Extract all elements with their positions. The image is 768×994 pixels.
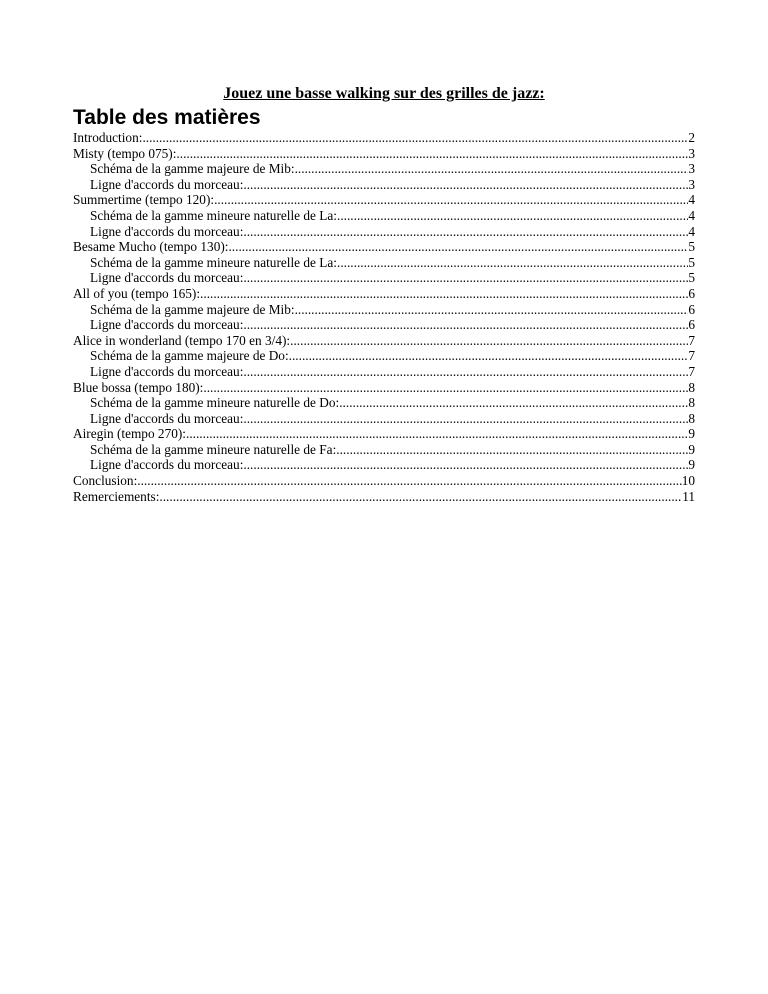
- toc-dot-leader: [203, 380, 688, 396]
- toc-entry-label: Schéma de la gamme mineure naturelle de La:: [90, 207, 337, 223]
- toc-entry-label: Alice in wonderland (tempo 170 en 3/4):: [73, 332, 291, 348]
- toc-subentry[interactable]: [73, 270, 695, 286]
- toc-subentry[interactable]: [73, 348, 695, 364]
- toc-dot-leader: [243, 317, 688, 333]
- toc-page-number: 2: [688, 130, 695, 145]
- toc-subentry[interactable]: [73, 177, 695, 193]
- toc-entry[interactable]: [73, 333, 695, 349]
- toc-dot-leader: [142, 130, 688, 146]
- toc-entry-label: Schéma de la gamme majeure de Do:: [90, 348, 289, 364]
- toc-dot-leader: [228, 239, 688, 255]
- toc-entry-label: Ligne d'accords du morceau:: [90, 457, 244, 473]
- toc-entry-label: Blue bossa (tempo 180):: [73, 379, 204, 395]
- toc-page-number: 6: [688, 301, 695, 317]
- toc-page-number: 6: [688, 285, 695, 301]
- toc-subentry[interactable]: [73, 364, 695, 380]
- toc-entry-label: Schéma de la gamme majeure de Mib:: [90, 161, 295, 177]
- toc-entry-label: Schéma de la gamme majeure de Mib:: [90, 301, 295, 317]
- toc-entry-label: Airegin (tempo 270):: [73, 426, 186, 442]
- toc-entry-label: Ligne d'accords du morceau:: [90, 223, 244, 239]
- toc-dot-leader: [137, 473, 681, 489]
- toc-entry-label: Schéma de la gamme mineure naturelle de La:: [90, 254, 337, 270]
- toc-entry-label: Introduction:: [73, 130, 143, 145]
- toc-entry-label: Ligne d'accords du morceau:: [90, 410, 244, 426]
- toc-entry-label: Schéma de la gamme mineure naturelle de Fa:: [90, 441, 337, 457]
- toc-page-number: 11: [682, 488, 695, 504]
- toc-dot-leader: [186, 426, 688, 442]
- toc-dot-leader: [243, 457, 688, 473]
- toc-page-number: 4: [688, 223, 695, 239]
- toc-dot-leader: [295, 161, 689, 177]
- toc-page-number: 8: [688, 395, 695, 411]
- toc-page-number: 3: [688, 176, 695, 192]
- toc-dot-leader: [176, 146, 688, 162]
- toc-page-number: 4: [688, 192, 695, 208]
- toc-page-number: 9: [688, 441, 695, 457]
- toc-entry[interactable]: [73, 239, 695, 255]
- toc-subentry[interactable]: [73, 395, 695, 411]
- toc-page-number: 5: [688, 270, 695, 286]
- toc-entry[interactable]: [73, 130, 695, 146]
- toc-entry-label: Misty (tempo 075):: [73, 145, 177, 161]
- toc-page-number: 7: [688, 332, 695, 348]
- toc-subentry[interactable]: [73, 208, 695, 224]
- toc-entry-label: All of you (tempo 165):: [73, 285, 201, 301]
- toc-dot-leader: [289, 348, 689, 364]
- table-of-contents: [73, 130, 695, 504]
- toc-page-number: 3: [688, 161, 695, 177]
- toc-entry-label: Schéma de la gamme mineure naturelle de Do:: [90, 395, 340, 411]
- toc-entry[interactable]: [73, 426, 695, 442]
- toc-subentry[interactable]: [73, 457, 695, 473]
- toc-heading: Table des matières: [73, 106, 261, 129]
- toc-page-number: 9: [688, 426, 695, 442]
- toc-page-number: 4: [688, 207, 695, 223]
- toc-page-number: 10: [681, 473, 695, 489]
- toc-dot-leader: [339, 395, 688, 411]
- toc-page-number: 3: [688, 145, 695, 161]
- toc-dot-leader: [159, 489, 682, 505]
- toc-entry-label: Besame Mucho (tempo 130):: [73, 239, 229, 255]
- toc-entry-label: Ligne d'accords du morceau:: [90, 176, 244, 192]
- toc-subentry[interactable]: [73, 224, 695, 240]
- toc-page-number: 5: [688, 254, 695, 270]
- toc-page-number: 5: [688, 239, 695, 255]
- toc-page-number: 8: [688, 410, 695, 426]
- toc-dot-leader: [214, 192, 688, 208]
- toc-page-number: 9: [688, 457, 695, 473]
- document-title: Jouez une basse walking sur des grilles de jazz:: [223, 85, 545, 102]
- toc-dot-leader: [337, 255, 688, 271]
- toc-entry-label: Ligne d'accords du morceau:: [90, 270, 244, 286]
- toc-dot-leader: [243, 411, 688, 427]
- toc-dot-leader: [295, 302, 689, 318]
- toc-dot-leader: [290, 333, 688, 349]
- toc-dot-leader: [336, 442, 688, 458]
- toc-entry-label: Remerciements:: [73, 488, 160, 504]
- toc-dot-leader: [243, 177, 688, 193]
- toc-entry[interactable]: [73, 286, 695, 302]
- toc-entry-label: Ligne d'accords du morceau:: [90, 363, 244, 379]
- toc-dot-leader: [243, 224, 688, 240]
- toc-entry[interactable]: [73, 146, 695, 162]
- toc-subentry[interactable]: [73, 411, 695, 427]
- toc-entry-label: Conclusion:: [73, 473, 138, 489]
- toc-subentry[interactable]: [73, 161, 695, 177]
- toc-dot-leader: [337, 208, 688, 224]
- toc-dot-leader: [200, 286, 688, 302]
- toc-subentry[interactable]: [73, 442, 695, 458]
- toc-page-number: 7: [688, 363, 695, 379]
- toc-dot-leader: [243, 364, 688, 380]
- toc-page-number: 8: [688, 379, 695, 395]
- toc-dot-leader: [243, 270, 688, 286]
- toc-page-number: 6: [688, 317, 695, 333]
- toc-subentry[interactable]: [73, 317, 695, 333]
- toc-entry-label: Summertime (tempo 120):: [73, 192, 215, 208]
- toc-entry[interactable]: [73, 473, 695, 489]
- toc-subentry[interactable]: [73, 255, 695, 271]
- toc-entry[interactable]: [73, 489, 695, 505]
- toc-entry[interactable]: [73, 380, 695, 396]
- toc-entry[interactable]: [73, 192, 695, 208]
- toc-entry-label: Ligne d'accords du morceau:: [90, 317, 244, 333]
- toc-subentry[interactable]: [73, 302, 695, 318]
- toc-page-number: 7: [688, 348, 695, 364]
